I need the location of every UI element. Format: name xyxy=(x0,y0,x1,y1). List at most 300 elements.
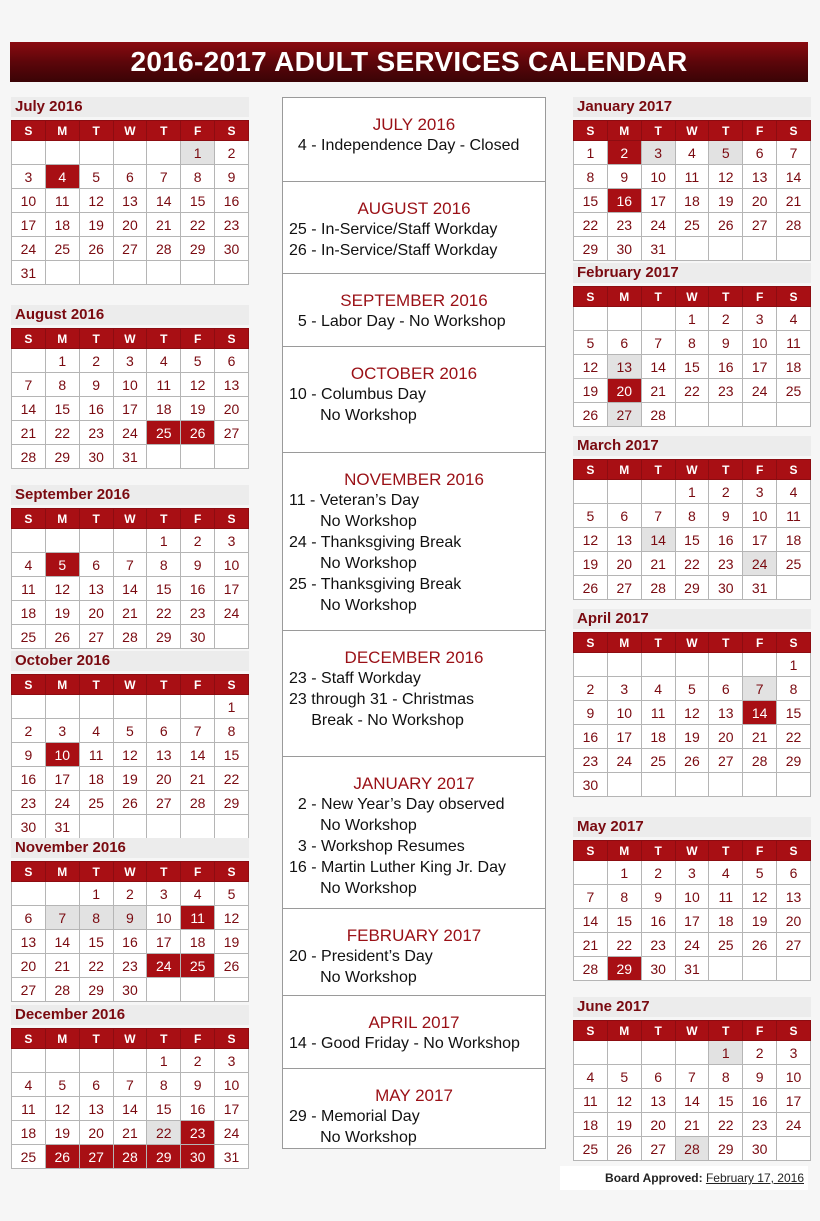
empty-cell xyxy=(45,529,79,553)
day-cell: 7 xyxy=(743,677,777,701)
day-cell: 25 xyxy=(45,237,79,261)
day-cell: 18 xyxy=(12,601,46,625)
weekday-header: S xyxy=(574,121,608,141)
day-cell: 5 xyxy=(743,861,777,885)
weekday-header: T xyxy=(641,633,675,653)
day-cell: 11 xyxy=(709,885,743,909)
day-cell: 24 xyxy=(743,379,777,403)
day-cell: 9 xyxy=(709,504,743,528)
empty-cell xyxy=(709,237,743,261)
day-cell: 13 xyxy=(79,1097,113,1121)
events-panel xyxy=(282,97,546,1149)
empty-cell xyxy=(777,576,811,600)
day-cell: 11 xyxy=(675,165,709,189)
day-cell: 16 xyxy=(181,577,215,601)
day-cell: 29 xyxy=(777,749,811,773)
day-cell: 31 xyxy=(45,815,79,839)
event-line: 16 - Martin Luther King Jr. Day xyxy=(289,859,506,876)
day-cell: 16 xyxy=(12,767,46,791)
day-cell: 24 xyxy=(777,1113,811,1137)
day-cell: 9 xyxy=(79,373,113,397)
empty-cell xyxy=(181,261,215,285)
weekday-header: S xyxy=(215,862,249,882)
day-cell: 4 xyxy=(777,307,811,331)
day-cell: 19 xyxy=(675,725,709,749)
event-month-title: MAY 2017 xyxy=(375,1086,453,1105)
empty-cell xyxy=(181,695,215,719)
month-calendar xyxy=(573,97,811,261)
weekday-header: W xyxy=(675,841,709,861)
day-cell: 23 xyxy=(181,1121,215,1145)
day-cell: 17 xyxy=(12,213,46,237)
month-grid xyxy=(11,1028,249,1169)
weekday-header: T xyxy=(641,121,675,141)
day-cell: 14 xyxy=(12,397,46,421)
weekday-header: S xyxy=(777,841,811,861)
day-cell: 7 xyxy=(641,504,675,528)
event-line: 11 - Veteran’s Day xyxy=(289,492,420,509)
empty-cell xyxy=(607,307,641,331)
day-cell: 28 xyxy=(12,445,46,469)
day-cell: 27 xyxy=(79,1145,113,1169)
month-title: August 2016 xyxy=(11,305,249,325)
day-cell: 15 xyxy=(675,528,709,552)
weekday-header: W xyxy=(113,1029,147,1049)
day-cell: 30 xyxy=(181,625,215,649)
event-line: No Workshop xyxy=(289,597,417,614)
month-calendar xyxy=(11,485,249,649)
weekday-header: F xyxy=(743,121,777,141)
month-grid xyxy=(11,328,249,469)
empty-cell xyxy=(79,815,113,839)
day-cell: 4 xyxy=(181,882,215,906)
month-grid xyxy=(573,1020,811,1161)
weekday-header: T xyxy=(709,633,743,653)
event-line: No Workshop xyxy=(289,513,417,530)
empty-cell xyxy=(777,957,811,981)
empty-cell xyxy=(12,882,46,906)
day-cell: 7 xyxy=(181,719,215,743)
day-cell: 15 xyxy=(181,189,215,213)
day-cell: 16 xyxy=(79,397,113,421)
day-cell: 23 xyxy=(79,421,113,445)
day-cell: 22 xyxy=(45,421,79,445)
day-cell: 7 xyxy=(574,885,608,909)
empty-cell xyxy=(12,1049,46,1073)
day-cell: 12 xyxy=(743,885,777,909)
weekday-header: W xyxy=(113,121,147,141)
day-cell: 30 xyxy=(607,237,641,261)
day-cell: 13 xyxy=(113,189,147,213)
day-cell: 12 xyxy=(45,1097,79,1121)
month-title: June 2017 xyxy=(573,997,811,1017)
weekday-header: S xyxy=(574,460,608,480)
month-grid xyxy=(573,459,811,600)
day-cell: 8 xyxy=(147,553,181,577)
day-cell: 21 xyxy=(574,933,608,957)
day-cell: 1 xyxy=(45,349,79,373)
day-cell: 11 xyxy=(777,504,811,528)
weekday-header: M xyxy=(607,121,641,141)
month-title: July 2016 xyxy=(11,97,249,117)
weekday-header: F xyxy=(181,862,215,882)
weekday-header: W xyxy=(675,121,709,141)
day-cell: 29 xyxy=(147,1145,181,1169)
weekday-header: S xyxy=(574,287,608,307)
day-cell: 1 xyxy=(675,480,709,504)
empty-cell xyxy=(607,480,641,504)
empty-cell xyxy=(147,695,181,719)
day-cell: 17 xyxy=(113,397,147,421)
day-cell: 16 xyxy=(574,725,608,749)
day-cell: 14 xyxy=(45,930,79,954)
day-cell: 20 xyxy=(607,379,641,403)
weekday-header: S xyxy=(12,675,46,695)
day-cell: 12 xyxy=(574,355,608,379)
day-cell: 20 xyxy=(79,1121,113,1145)
day-cell: 25 xyxy=(777,552,811,576)
day-cell: 26 xyxy=(215,954,249,978)
empty-cell xyxy=(79,1049,113,1073)
weekday-header: S xyxy=(574,1021,608,1041)
day-cell: 12 xyxy=(675,701,709,725)
day-cell: 7 xyxy=(147,165,181,189)
day-cell: 12 xyxy=(607,1089,641,1113)
event-section xyxy=(283,453,545,631)
day-cell: 7 xyxy=(777,141,811,165)
day-cell: 4 xyxy=(574,1065,608,1089)
event-line: No Workshop xyxy=(289,407,417,424)
day-cell: 1 xyxy=(709,1041,743,1065)
day-cell: 21 xyxy=(743,725,777,749)
empty-cell xyxy=(607,653,641,677)
weekday-header: M xyxy=(607,841,641,861)
day-cell: 27 xyxy=(113,237,147,261)
day-cell: 30 xyxy=(113,978,147,1002)
weekday-header: T xyxy=(709,460,743,480)
day-cell: 26 xyxy=(743,933,777,957)
day-cell: 20 xyxy=(641,1113,675,1137)
day-cell: 28 xyxy=(147,237,181,261)
empty-cell xyxy=(743,773,777,797)
day-cell: 18 xyxy=(777,528,811,552)
weekday-header: F xyxy=(743,633,777,653)
day-cell: 22 xyxy=(777,725,811,749)
event-line: No Workshop xyxy=(289,880,417,897)
empty-cell xyxy=(709,403,743,427)
weekday-header: F xyxy=(181,675,215,695)
month-title: October 2016 xyxy=(11,651,249,671)
weekday-header: S xyxy=(777,1021,811,1041)
weekday-header: M xyxy=(607,287,641,307)
day-cell: 17 xyxy=(675,909,709,933)
weekday-header: T xyxy=(147,862,181,882)
weekday-header: T xyxy=(147,675,181,695)
day-cell: 2 xyxy=(113,882,147,906)
day-cell: 17 xyxy=(45,767,79,791)
day-cell: 30 xyxy=(641,957,675,981)
day-cell: 18 xyxy=(709,909,743,933)
weekday-header: W xyxy=(113,329,147,349)
day-cell: 29 xyxy=(79,978,113,1002)
day-cell: 10 xyxy=(743,504,777,528)
weekday-header: W xyxy=(113,862,147,882)
day-cell: 10 xyxy=(675,885,709,909)
day-cell: 10 xyxy=(113,373,147,397)
empty-cell xyxy=(641,1041,675,1065)
day-cell: 9 xyxy=(574,701,608,725)
weekday-header: S xyxy=(777,460,811,480)
day-cell: 2 xyxy=(641,861,675,885)
weekday-header: M xyxy=(607,1021,641,1041)
day-cell: 22 xyxy=(79,954,113,978)
month-calendar xyxy=(11,305,249,469)
day-cell: 6 xyxy=(113,165,147,189)
day-cell: 7 xyxy=(641,331,675,355)
weekday-header: W xyxy=(675,460,709,480)
day-cell: 2 xyxy=(709,480,743,504)
day-cell: 23 xyxy=(113,954,147,978)
day-cell: 10 xyxy=(215,1073,249,1097)
day-cell: 27 xyxy=(777,933,811,957)
weekday-header: M xyxy=(607,460,641,480)
day-cell: 14 xyxy=(641,355,675,379)
day-cell: 26 xyxy=(45,1145,79,1169)
day-cell: 21 xyxy=(675,1113,709,1137)
day-cell: 16 xyxy=(641,909,675,933)
empty-cell xyxy=(743,403,777,427)
day-cell: 8 xyxy=(607,885,641,909)
day-cell: 18 xyxy=(147,397,181,421)
day-cell: 17 xyxy=(743,528,777,552)
day-cell: 15 xyxy=(709,1089,743,1113)
day-cell: 7 xyxy=(45,906,79,930)
day-cell: 27 xyxy=(607,576,641,600)
day-cell: 25 xyxy=(777,379,811,403)
day-cell: 30 xyxy=(574,773,608,797)
day-cell: 1 xyxy=(147,1049,181,1073)
empty-cell xyxy=(45,695,79,719)
day-cell: 4 xyxy=(79,719,113,743)
month-calendar xyxy=(573,436,811,600)
empty-cell xyxy=(574,653,608,677)
empty-cell xyxy=(675,237,709,261)
day-cell: 13 xyxy=(743,165,777,189)
day-cell: 17 xyxy=(607,725,641,749)
day-cell: 1 xyxy=(79,882,113,906)
day-cell: 13 xyxy=(607,528,641,552)
day-cell: 28 xyxy=(113,625,147,649)
weekday-header: T xyxy=(79,862,113,882)
day-cell: 24 xyxy=(113,421,147,445)
day-cell: 8 xyxy=(45,373,79,397)
day-cell: 27 xyxy=(607,403,641,427)
day-cell: 8 xyxy=(574,165,608,189)
day-cell: 10 xyxy=(743,331,777,355)
day-cell: 12 xyxy=(574,528,608,552)
event-section xyxy=(283,631,545,757)
day-cell: 10 xyxy=(777,1065,811,1089)
empty-cell xyxy=(113,529,147,553)
weekday-header: S xyxy=(12,862,46,882)
day-cell: 10 xyxy=(607,701,641,725)
month-calendar xyxy=(573,817,811,981)
day-cell: 2 xyxy=(181,529,215,553)
day-cell: 15 xyxy=(45,397,79,421)
month-grid xyxy=(573,286,811,427)
day-cell: 16 xyxy=(113,930,147,954)
day-cell: 6 xyxy=(607,504,641,528)
day-cell: 13 xyxy=(12,930,46,954)
month-title: November 2016 xyxy=(11,838,249,858)
day-cell: 23 xyxy=(607,213,641,237)
event-section xyxy=(283,1069,545,1148)
day-cell: 31 xyxy=(641,237,675,261)
empty-cell xyxy=(45,141,79,165)
day-cell: 6 xyxy=(215,349,249,373)
day-cell: 24 xyxy=(675,933,709,957)
empty-cell xyxy=(113,695,147,719)
day-cell: 10 xyxy=(12,189,46,213)
empty-cell xyxy=(777,773,811,797)
event-month-title: JULY 2016 xyxy=(372,115,456,134)
day-cell: 21 xyxy=(641,379,675,403)
empty-cell xyxy=(45,261,79,285)
event-line: No Workshop xyxy=(289,817,417,834)
event-month-title: JANUARY 2017 xyxy=(353,774,475,793)
empty-cell xyxy=(147,261,181,285)
weekday-header: S xyxy=(215,675,249,695)
weekday-header: S xyxy=(777,121,811,141)
day-cell: 29 xyxy=(181,237,215,261)
day-cell: 31 xyxy=(743,576,777,600)
day-cell: 5 xyxy=(607,1065,641,1089)
weekday-header: T xyxy=(79,1029,113,1049)
weekday-header: T xyxy=(147,329,181,349)
day-cell: 20 xyxy=(215,397,249,421)
day-cell: 31 xyxy=(675,957,709,981)
event-month-title: SEPTEMBER 2016 xyxy=(340,291,488,310)
day-cell: 6 xyxy=(743,141,777,165)
weekday-header: W xyxy=(675,633,709,653)
day-cell: 28 xyxy=(181,791,215,815)
day-cell: 15 xyxy=(777,701,811,725)
day-cell: 19 xyxy=(45,601,79,625)
empty-cell xyxy=(113,1049,147,1073)
weekday-header: T xyxy=(641,460,675,480)
day-cell: 25 xyxy=(675,213,709,237)
day-cell: 19 xyxy=(574,379,608,403)
event-month-title: NOVEMBER 2016 xyxy=(344,470,484,489)
month-grid xyxy=(573,840,811,981)
day-cell: 13 xyxy=(777,885,811,909)
month-grid xyxy=(11,120,249,285)
day-cell: 26 xyxy=(607,1137,641,1161)
empty-cell xyxy=(147,141,181,165)
day-cell: 18 xyxy=(675,189,709,213)
empty-cell xyxy=(215,625,249,649)
event-line: 4 - Independence Day - Closed xyxy=(289,137,520,154)
day-cell: 15 xyxy=(607,909,641,933)
day-cell: 30 xyxy=(215,237,249,261)
day-cell: 3 xyxy=(675,861,709,885)
weekday-header: S xyxy=(215,1029,249,1049)
month-calendar xyxy=(573,609,811,797)
empty-cell xyxy=(574,1041,608,1065)
day-cell: 8 xyxy=(79,906,113,930)
day-cell: 19 xyxy=(709,189,743,213)
month-title: March 2017 xyxy=(573,436,811,456)
weekday-header: M xyxy=(45,329,79,349)
day-cell: 8 xyxy=(181,165,215,189)
event-month-title: DECEMBER 2016 xyxy=(344,648,484,667)
day-cell: 5 xyxy=(574,504,608,528)
empty-cell xyxy=(709,773,743,797)
month-grid xyxy=(573,632,811,797)
weekday-header: S xyxy=(215,121,249,141)
day-cell: 2 xyxy=(215,141,249,165)
weekday-header: S xyxy=(574,841,608,861)
day-cell: 27 xyxy=(709,749,743,773)
day-cell: 18 xyxy=(12,1121,46,1145)
empty-cell xyxy=(777,237,811,261)
day-cell: 24 xyxy=(215,601,249,625)
event-section xyxy=(283,757,545,909)
day-cell: 2 xyxy=(709,307,743,331)
day-cell: 3 xyxy=(641,141,675,165)
weekday-header: T xyxy=(709,841,743,861)
day-cell: 13 xyxy=(215,373,249,397)
month-title: January 2017 xyxy=(573,97,811,117)
weekday-header: W xyxy=(113,509,147,529)
day-cell: 13 xyxy=(607,355,641,379)
event-section xyxy=(283,996,545,1069)
day-cell: 8 xyxy=(215,719,249,743)
day-cell: 22 xyxy=(675,552,709,576)
day-cell: 21 xyxy=(12,421,46,445)
month-grid xyxy=(11,861,249,1002)
empty-cell xyxy=(45,1049,79,1073)
empty-cell xyxy=(215,261,249,285)
day-cell: 17 xyxy=(743,355,777,379)
day-cell: 28 xyxy=(574,957,608,981)
day-cell: 3 xyxy=(777,1041,811,1065)
weekday-header: T xyxy=(79,509,113,529)
day-cell: 24 xyxy=(45,791,79,815)
month-calendar xyxy=(11,1005,249,1169)
event-line: 23 - Staff Workday xyxy=(289,670,421,687)
day-cell: 17 xyxy=(215,577,249,601)
day-cell: 25 xyxy=(147,421,181,445)
month-grid xyxy=(573,120,811,261)
empty-cell xyxy=(675,653,709,677)
month-calendar xyxy=(11,97,249,285)
day-cell: 9 xyxy=(181,553,215,577)
empty-cell xyxy=(12,349,46,373)
day-cell: 24 xyxy=(607,749,641,773)
day-cell: 28 xyxy=(45,978,79,1002)
empty-cell xyxy=(675,1041,709,1065)
weekday-header: T xyxy=(641,287,675,307)
day-cell: 21 xyxy=(641,552,675,576)
event-line: 26 - In-Service/Staff Workday xyxy=(289,242,498,259)
day-cell: 1 xyxy=(215,695,249,719)
event-line: 2 - New Year’s Day observed xyxy=(289,796,505,813)
empty-cell xyxy=(743,957,777,981)
event-line: 3 - Workshop Resumes xyxy=(289,838,465,855)
day-cell: 26 xyxy=(79,237,113,261)
day-cell: 1 xyxy=(574,141,608,165)
